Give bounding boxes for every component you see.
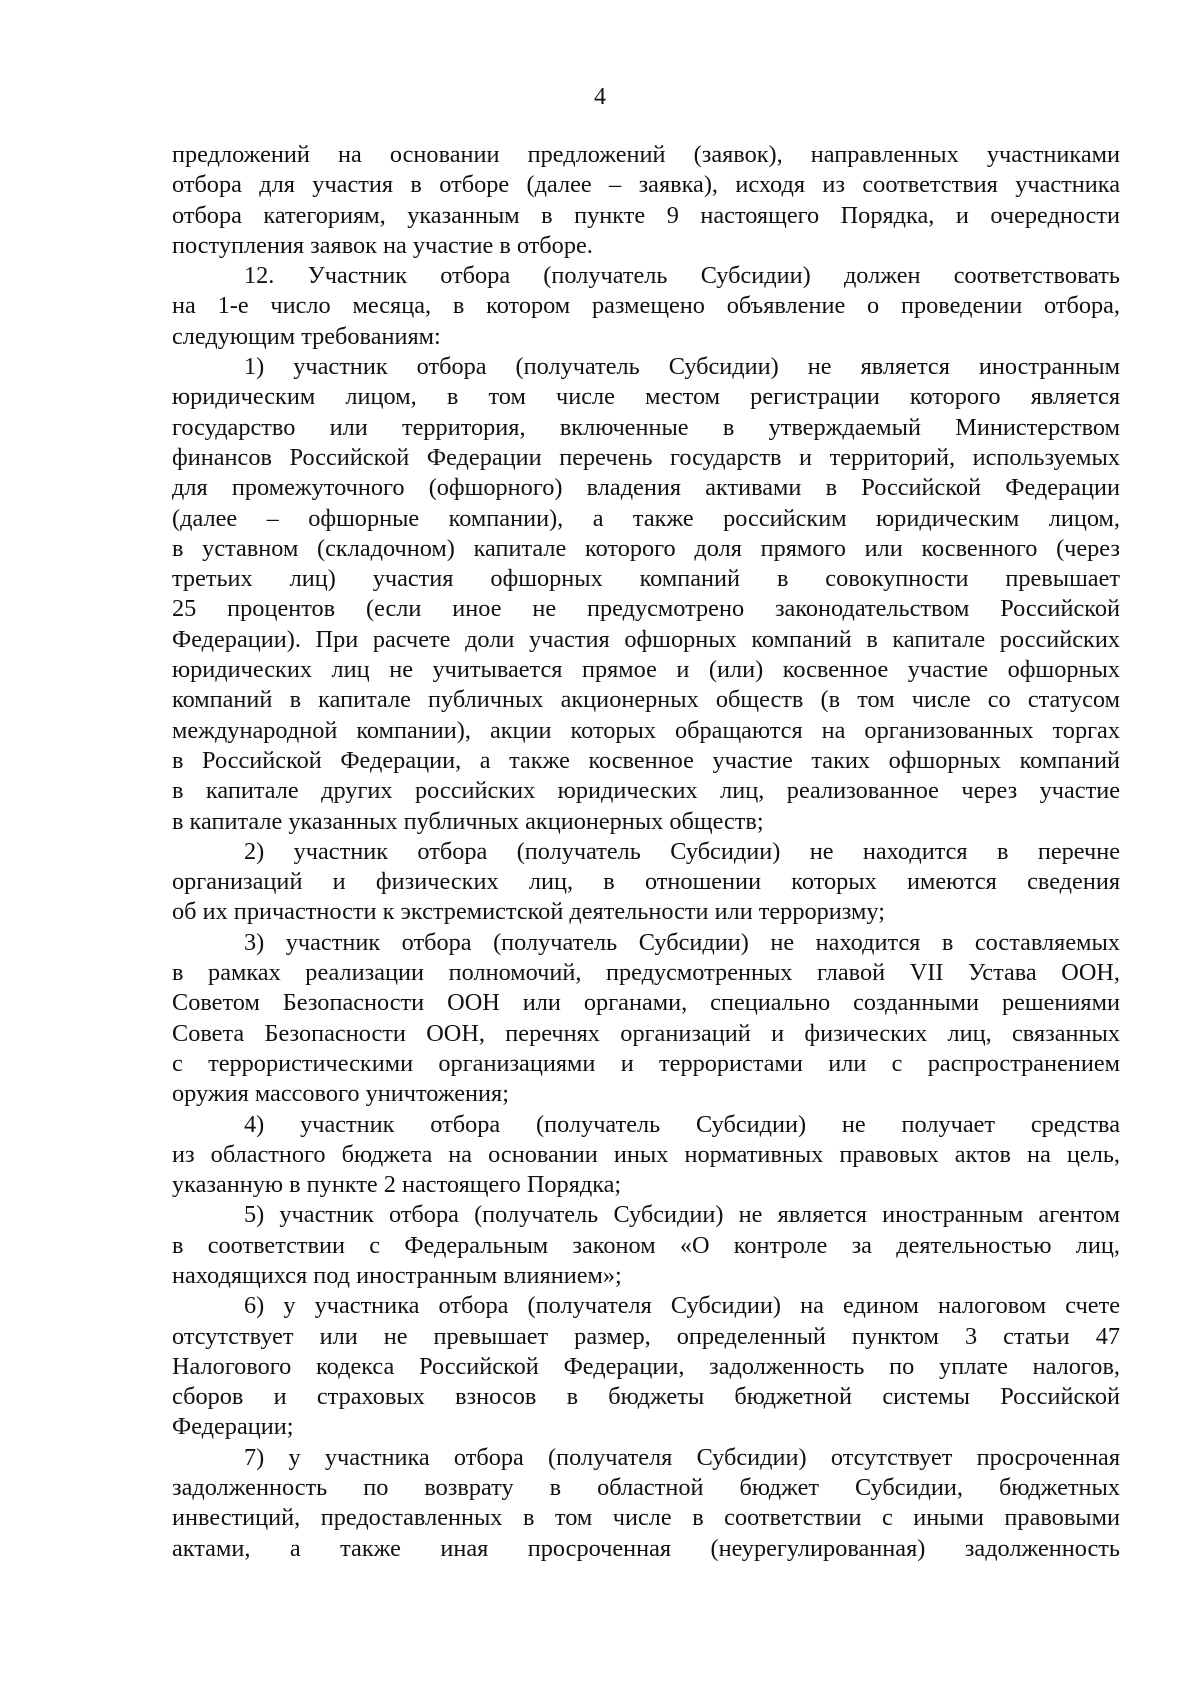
text-line: отбора категориям, указанным в пункте 9 настоящего Порядка, и очередности [172,201,1120,229]
text-line: в капитале указанных публичных акционерных обществ; [172,807,764,835]
paragraph-item-3 [172,928,1120,1110]
paragraph-item-2 [172,837,1120,928]
text-line: Налогового кодекса Российской Федерации, задолженность по уплате налогов, [172,1352,1120,1380]
text-line: 6) у участника отбора (получателя Субсидии) на едином налоговом счете [244,1292,1120,1320]
paragraph-12 [172,261,1120,352]
text-line: для промежуточного (офшорного) владения активами в Российской Федерации [172,474,1120,502]
text-line: в соответствии с Федеральным законом «О контроле за деятельностью лиц, [172,1231,1120,1259]
paragraph-item-6 [172,1291,1120,1442]
text-line: в уставном (складочном) капитале которого доля прямого или косвенного (через [172,534,1120,562]
text-line: на 1-е число месяца, в котором размещено объявление о проведении отбора, [172,292,1120,320]
text-line: находящихся под иностранным влиянием»; [172,1261,622,1289]
text-line: из областного бюджета на основании иных нормативных правовых актов на цель, [172,1140,1120,1168]
text-line: 4) участник отбора (получатель Субсидии) не получает средства [244,1110,1120,1138]
text-line: Советом Безопасности ООН или органами, специально созданными решениями [172,989,1120,1017]
text-line: 3) участник отбора (получатель Субсидии) не находится в составляемых [244,928,1120,956]
document-body [172,140,1120,1564]
text-line: отсутствует или не превышает размер, определенный пунктом 3 статьи 47 [172,1322,1120,1350]
text-line: Совета Безопасности ООН, перечнях организаций и физических лиц, связанных [172,1019,1120,1047]
text-line: задолженность по возврату в областной бюджет Субсидии, бюджетных [172,1474,1120,1502]
text-line: в рамках реализации полномочий, предусмотренных главой VII Устава ООН, [172,959,1120,987]
text-line: (далее – офшорные компании), а также российским юридическим лицом, [172,504,1120,532]
text-line: предложений на основании предложений (заявок), направленных участниками [172,141,1120,168]
text-line: инвестиций, предоставленных в том числе в соответствии с иными правовыми [172,1504,1120,1532]
paragraph-item-4 [172,1110,1120,1201]
text-line: сборов и страховых взносов в бюджеты бюджетной системы Российской [172,1383,1120,1411]
text-line: государство или территория, включенные в утверждаемый Министерством [172,413,1120,441]
text-line: юридическим лицом, в том числе местом регистрации которого является [172,383,1120,411]
text-line: Федерации). При расчете доли участия офшорных компаний в капитале российских [172,625,1120,653]
text-line: с террористическими организациями и террористами или с распространением [172,1049,1120,1077]
text-line: финансов Российской Федерации перечень государств и территорий, используемых [172,443,1120,471]
paragraph-item-1 [172,352,1120,837]
text-line: 12. Участник отбора (получатель Субсидии) должен соответствовать [244,262,1120,290]
text-line: актами, а также иная просроченная (неурегулированная) задолженность [172,1534,1120,1562]
page-number: 4 [594,84,606,110]
text-line: Федерации; [172,1413,294,1441]
text-line: 25 процентов (если иное не предусмотрено законодательством Российской [172,595,1120,623]
text-line: отбора для участия в отборе (далее – заявка), исходя из соответствия участника [172,171,1120,199]
text-line: 2) участник отбора (получатель Субсидии) не находится в перечне [244,837,1120,865]
text-line: третьих лиц) участия офшорных компаний в совокупности превышает [172,565,1120,593]
text-line: 1) участник отбора (получатель Субсидии) не является иностранным [244,353,1120,381]
text-line: международной компании), акции которых обращаются на организованных торгах [172,716,1120,744]
text-line: поступления заявок на участие в отборе. [172,231,593,259]
text-line: 5) участник отбора (получатель Субсидии) не является иностранным агентом [244,1201,1120,1229]
paragraph-item-7 [172,1443,1120,1564]
text-line: указанную в пункте 2 настоящего Порядка; [172,1171,622,1199]
text-line: организаций и физических лиц, в отношении которых имеются сведения [172,868,1120,896]
text-line: компаний в капитале публичных акционерных обществ (в том числе со статусом [172,686,1120,714]
text-line: оружия массового уничтожения; [172,1080,509,1108]
text-line: об их причастности к экстремистской деятельности или терроризму; [172,898,885,926]
text-line: следующим требованиям: [172,322,441,350]
text-line: в капитале других российских юридических лиц, реализованное через участие [172,777,1120,805]
paragraph-item-5 [172,1200,1120,1291]
text-line: юридических лиц не учитывается прямое и (или) косвенное участие офшорных [172,656,1120,684]
text-line: 7) у участника отбора (получателя Субсидии) отсутствует просроченная [244,1443,1120,1471]
paragraph-intro [172,140,1120,261]
text-line: в Российской Федерации, а также косвенное участие таких офшорных компаний [172,746,1120,774]
